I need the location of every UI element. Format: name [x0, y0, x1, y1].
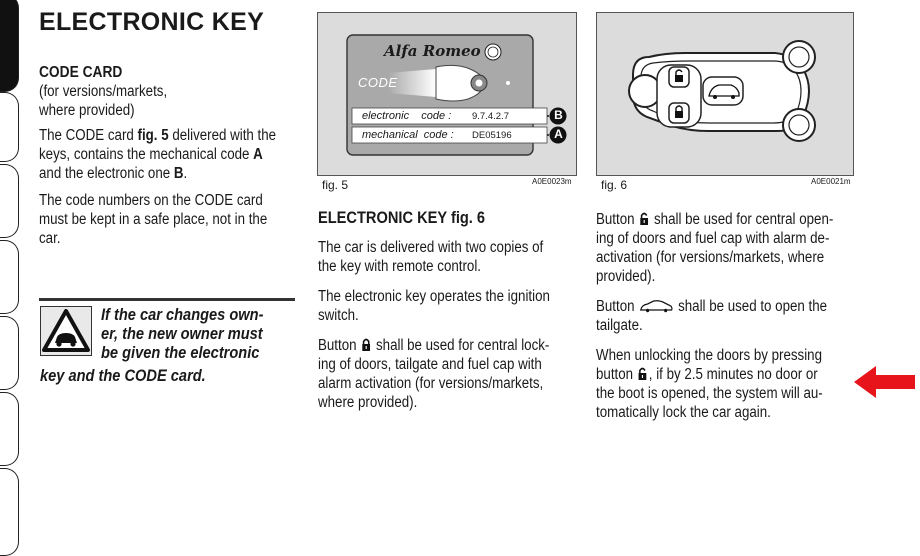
section-title-code-card: CODE CARD: [39, 64, 123, 81]
paragraph-code-safe: [39, 191, 297, 248]
mechanical-code-label: mechanical code :: [362, 129, 454, 141]
paragraph-auto-relock: [596, 346, 854, 422]
warning-divider: [39, 298, 295, 301]
red-arrow-annotation: [852, 364, 918, 400]
marker-b: B: [554, 108, 563, 122]
lock-open-icon: [638, 366, 648, 381]
paragraph-tailgate-button: [596, 297, 854, 335]
warning-triangle-car-icon: [41, 307, 91, 355]
lock-closed-icon: [361, 337, 371, 352]
text-line: When unlocking the doors by pressing: [596, 347, 823, 364]
figure-5-code: A0E0023m: [532, 177, 572, 186]
warning-icon-box: [40, 306, 92, 356]
section-tab-active[interactable]: [0, 0, 19, 92]
paragraph-ignition: [318, 287, 576, 325]
text-line: where provided): [39, 102, 135, 119]
lock-open-icon: [639, 211, 649, 226]
text-line: Button shall be used for central lock-: [318, 337, 550, 354]
text-line: ing of doors and fuel cap with alarm de-: [596, 230, 830, 247]
marker-a: A: [554, 127, 563, 141]
text-line: and the electronic one B.: [39, 165, 188, 182]
electronic-code-label: electronic code :: [362, 110, 452, 122]
text-line: must be kept in a safe place, not in the: [39, 211, 268, 228]
text-line: the boot is opened, the system will au-: [596, 385, 823, 402]
text-line: ing of doors, tailgate and fuel cap with: [318, 356, 542, 373]
section-tab[interactable]: [0, 164, 19, 238]
text-line: switch.: [318, 307, 359, 324]
page-title: ELECTRONIC KEY: [39, 8, 265, 36]
warning-text-last: key and the CODE card.: [40, 366, 206, 385]
warning-text: [101, 305, 297, 362]
figure-6-key: [596, 12, 854, 176]
paragraph-code-card: [39, 126, 297, 183]
paragraph-unlock-button: [596, 210, 854, 286]
text-line: where provided).: [318, 394, 418, 411]
section-tabs: [0, 0, 22, 550]
text-line: The electronic key operates the ignition: [318, 288, 550, 305]
figure-6-code: A0E0021m: [811, 177, 851, 186]
text-line: keys, contains the mechanical code A: [39, 146, 263, 163]
section-tab[interactable]: [0, 92, 19, 162]
text-line: The code numbers on the CODE card: [39, 192, 263, 209]
text-line: The CODE card fig. 5 delivered with the: [39, 127, 277, 144]
text-line: The car is delivered with two copies of: [318, 239, 544, 256]
warning-line: er, the new owner must: [101, 324, 263, 343]
warning-line: If the car changes own-: [101, 305, 264, 324]
text-line: tomatically lock the car again.: [596, 404, 771, 421]
section-tab[interactable]: [0, 240, 19, 314]
warning-line: be given the electronic: [101, 343, 260, 362]
text-line: tailgate.: [596, 317, 643, 334]
car-tailgate-icon: [639, 299, 673, 313]
section-tab[interactable]: [0, 468, 19, 556]
text-line: Button shall be used to open the: [596, 298, 828, 315]
text-line: alarm activation (for versions/markets,: [318, 375, 544, 392]
figure-5-code-card: [317, 12, 577, 176]
paragraph-lock-button: [318, 336, 576, 412]
text-line: activation (for versions/markets, where: [596, 249, 825, 266]
paragraph-delivered: [318, 238, 576, 276]
mechanical-code-value: DE05196: [472, 130, 512, 141]
figure-5-caption: fig. 5: [322, 178, 349, 192]
code-card-label: CODE: [358, 75, 398, 90]
text-line: the key with remote control.: [318, 258, 481, 275]
alfa-romeo-logo-text: Alfa Romeo: [384, 42, 481, 60]
text-line: (for versions/markets,: [39, 83, 168, 100]
section-title-electronic-key: ELECTRONIC KEY fig. 6: [318, 208, 486, 227]
figure-6-caption: fig. 6: [601, 178, 628, 192]
text-line: Button shall be used for central open-: [596, 211, 834, 228]
section-tab[interactable]: [0, 316, 19, 390]
text-line: button , if by 2.5 minutes no door or: [596, 366, 818, 383]
section-tab[interactable]: [0, 392, 19, 466]
electronic-code-value: 9.7.4.2.7: [472, 111, 509, 122]
text-line: car.: [39, 230, 61, 247]
section-subtitle: [39, 82, 297, 120]
text-line: provided).: [596, 268, 656, 285]
